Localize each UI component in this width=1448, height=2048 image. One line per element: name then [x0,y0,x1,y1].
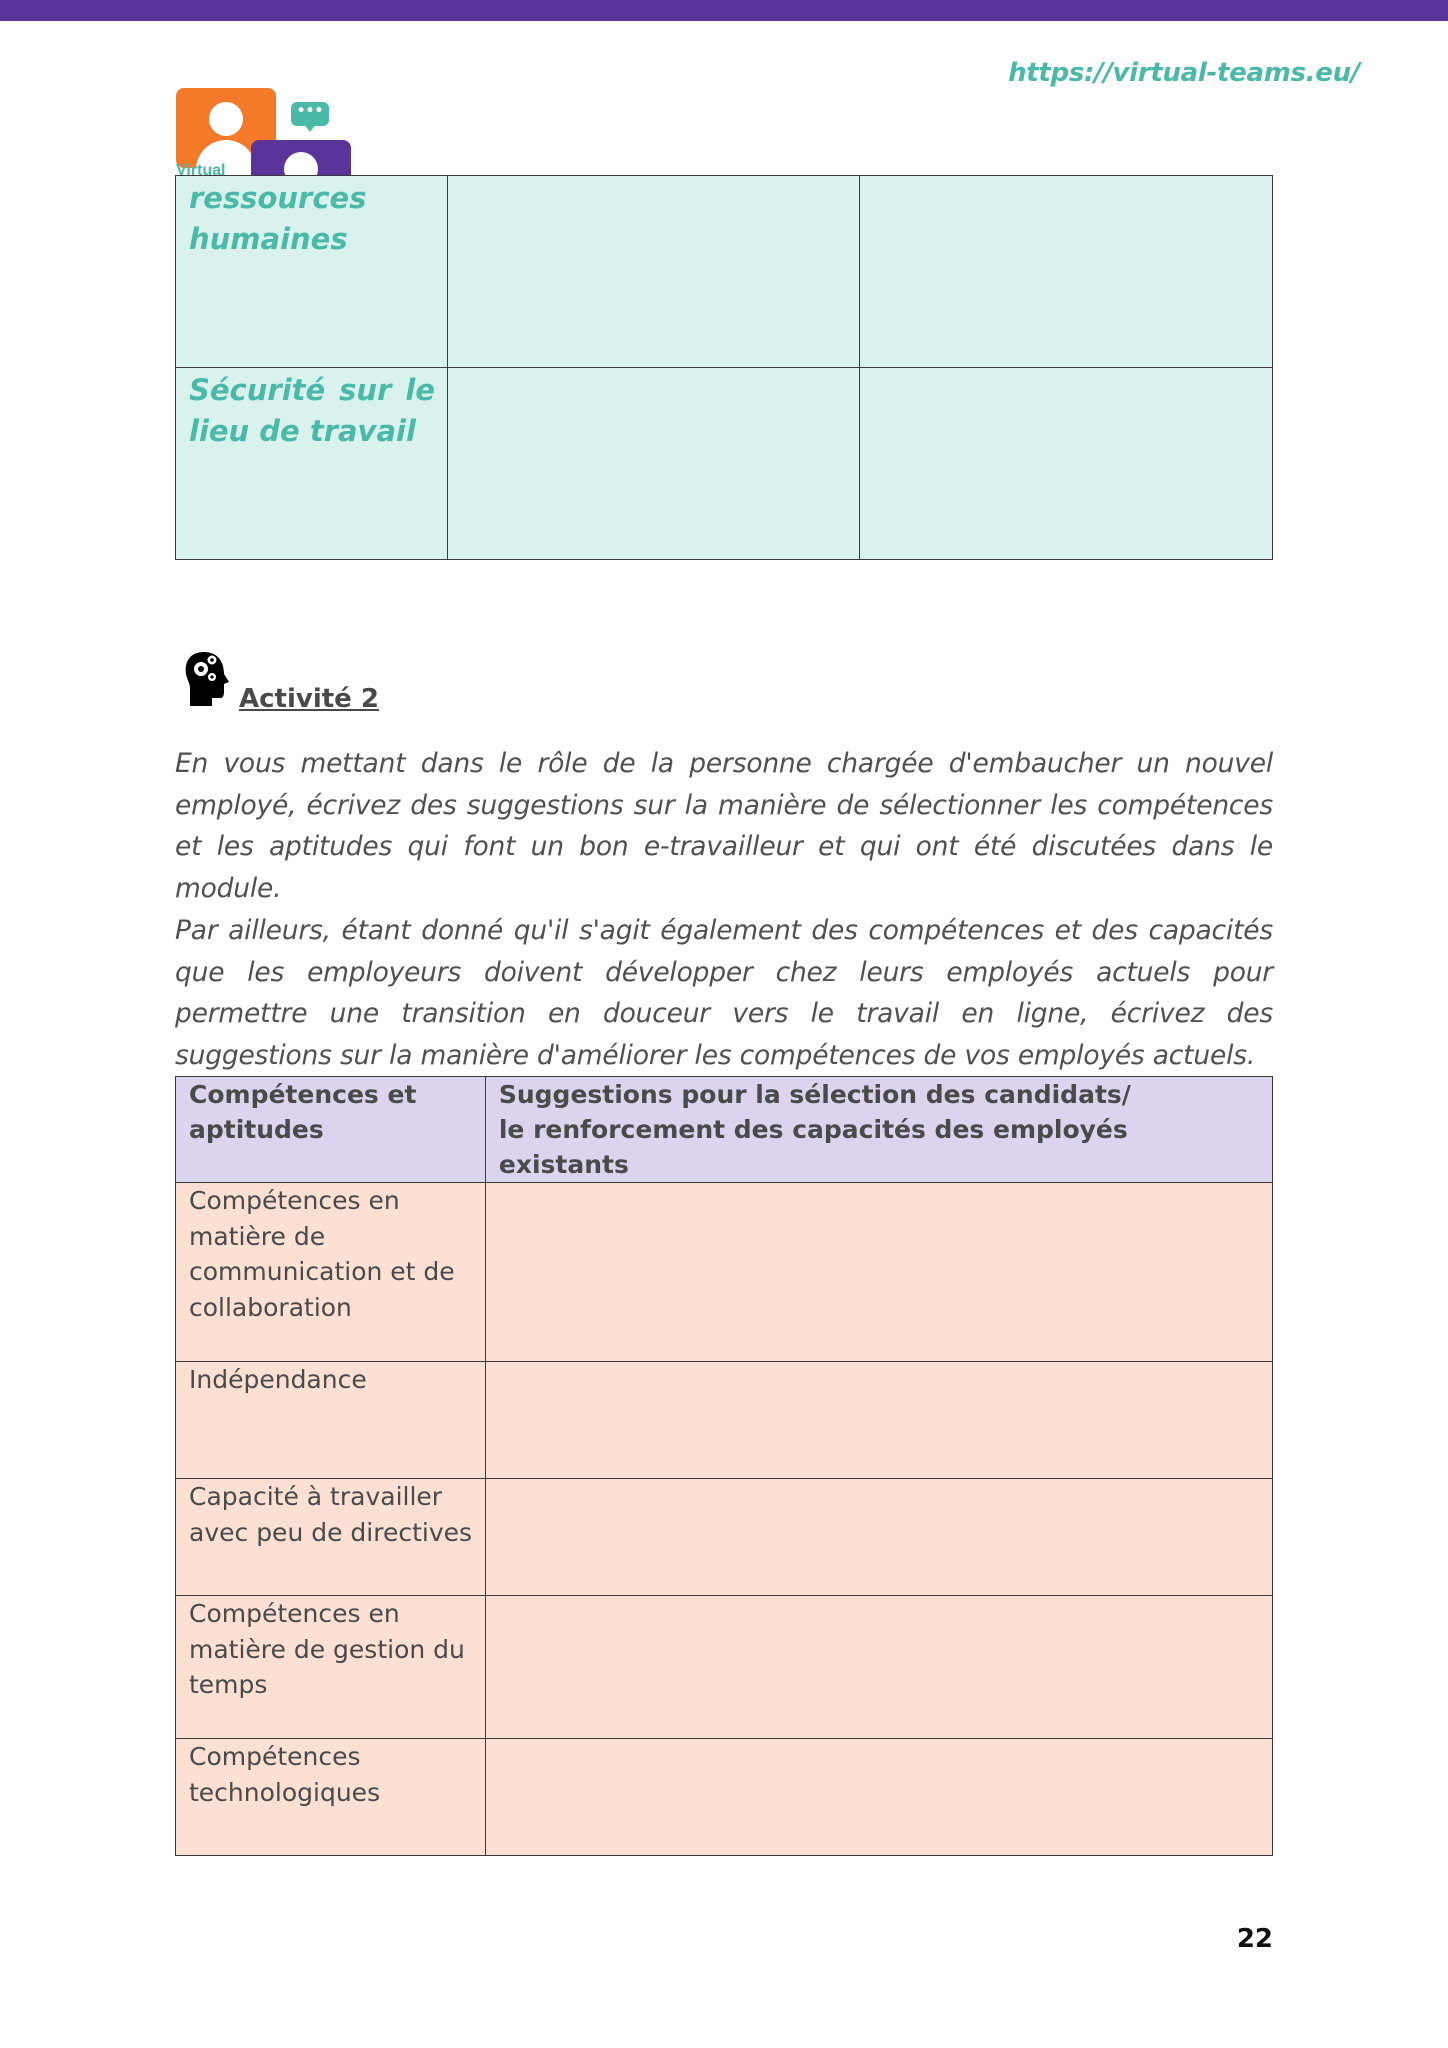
header-cell-skills [176,1077,486,1183]
table-row [176,1596,1273,1739]
activity-instructions [175,743,1273,1077]
brain-gears-head-icon [182,650,232,708]
skill-line: Compétences en [189,1599,400,1628]
row-label [176,368,447,452]
suggestion-cell[interactable] [485,1362,1272,1479]
context-table [175,175,1273,560]
row-label-word: le [405,373,435,407]
skill-line: technologiques [189,1777,381,1807]
table-row [176,1739,1273,1856]
table-cell-empty[interactable] [860,368,1273,560]
skill-line: matière de gestion du [189,1634,465,1664]
table-cell-label [176,176,448,368]
table-cell-empty[interactable] [860,176,1273,368]
suggestion-cell[interactable] [485,1596,1272,1739]
header-line: aptitudes [189,1115,324,1144]
skill-line: communication et de [189,1257,455,1286]
header-line: le renforcement des capacités des employés existants [498,1115,1128,1179]
skill-line: Capacité à travailler [189,1482,443,1511]
row-label-word: Sécurité [189,373,326,407]
instruction-paragraph: Par ailleurs, étant donné qu'il s'agit également des compétences et des capacités que les employeurs doivent développer chez leurs employés actuels pour permettre une transition en douceur vers le travail en ligne, écrivez des suggestions sur la manière d'améliorer les compétences de vos employés actuels. [175,914,1273,1071]
virtual-teams-logo [176,88,352,176]
table-cell-empty[interactable] [448,176,860,368]
skill-cell [176,1479,486,1596]
activity-title: Activité 2 [239,684,379,714]
row-label-line: ressources [189,181,367,215]
header-line: Suggestions pour la sélection des candidats/ [498,1080,1131,1109]
logo-word: Virtual [176,162,226,176]
row-label-line: lieu de travail [189,414,416,448]
skill-cell [176,1183,486,1362]
row-label [176,176,447,260]
top-accent-bar [0,0,1448,21]
skill-line: avec peu de directives [189,1517,473,1547]
table-cell-empty[interactable] [448,368,860,560]
skill-line: Compétences en [189,1186,400,1215]
skill-line: matière de [189,1221,326,1251]
suggestion-cell[interactable] [485,1739,1272,1856]
skill-line: collaboration [189,1292,352,1322]
row-label-line: humaines [189,222,348,256]
row-label-line [189,370,435,411]
instruction-paragraph: En vous mettant dans le rôle de la personne chargée d'embaucher un nouvel employé, écrivez des suggestions sur la manière de sélectionner les compétences et les aptitudes qui font un bon e-travailleur et qui ont été discutées dans le module. [175,748,1273,905]
page-number: 22 [1236,1924,1273,1954]
chat-dots-icon: ••• [296,103,324,119]
table-row [176,176,1273,368]
logo-person-head [209,102,243,136]
table-row [176,1183,1273,1362]
header-cell-suggestions [485,1077,1272,1183]
suggestion-cell[interactable] [485,1479,1272,1596]
skills-table [175,1076,1273,1856]
table-row [176,1362,1273,1479]
site-url-link[interactable]: https://virtual-teams.eu/ [1008,58,1360,88]
skill-cell [176,1739,486,1856]
table-row [176,368,1273,560]
skill-line: Indépendance [189,1365,367,1394]
table-cell-label [176,368,448,560]
skill-cell [176,1362,486,1479]
row-label-word: sur [339,373,392,407]
skill-line: Compétences [189,1742,361,1771]
skill-cell [176,1596,486,1739]
header-line: Compétences et [189,1080,417,1109]
suggestion-cell[interactable] [485,1183,1272,1362]
table-header-row [176,1077,1273,1183]
skill-line: temps [189,1670,268,1699]
table-row [176,1479,1273,1596]
